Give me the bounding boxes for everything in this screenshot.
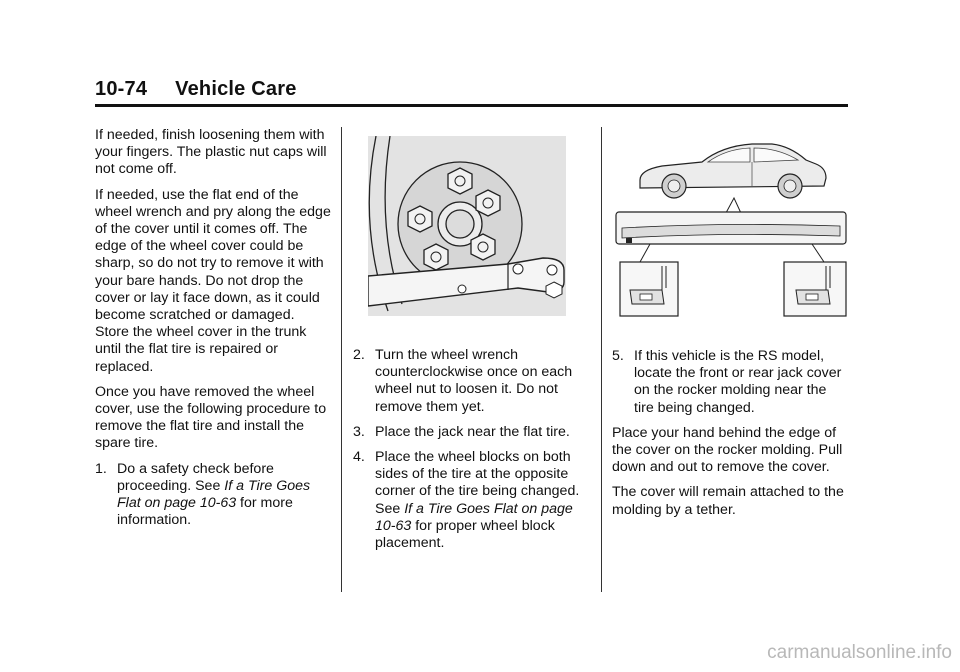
paragraph: Place your hand behind the edge of the cover on the rocker molding. Pull down and out to remove the cover.: [612, 424, 843, 476]
step-text: Turn the wheel wrench counterclockwise once on each wheel nut to loosen it. Do not remove them yet.: [375, 347, 573, 415]
step-number: 4.: [353, 449, 365, 466]
step-text: Do a safety check before proceeding. See: [117, 460, 274, 494]
column-divider-1: [341, 127, 342, 592]
step-3: [353, 424, 593, 441]
step-text: for proper wheel block placement.: [375, 517, 555, 552]
step-number: 1.: [95, 460, 107, 477]
watermark: carmanualsonline.info: [767, 642, 952, 663]
column-1: [95, 127, 331, 537]
header-rule: [95, 104, 848, 107]
step-2: [353, 347, 593, 416]
section-title: Vehicle Care: [175, 78, 297, 100]
step-text: Place the wheel blocks on both sides of the tire at the opposite corner of the tire being changed. See: [375, 449, 580, 517]
wheel-wrench-illustration: [368, 136, 566, 316]
page-number: 10-74: [95, 78, 148, 100]
step-text: for more information.: [117, 495, 293, 529]
step-number: 2.: [353, 347, 365, 363]
page-header: [95, 78, 297, 101]
step-number: 5.: [612, 348, 624, 364]
step-4: [353, 449, 593, 552]
step-text: If this vehicle is the RS model, locate the front or rear jack cover on the rocker molding near the tire being changed.: [634, 348, 842, 416]
column-3: [612, 348, 850, 527]
step-text: Place the jack near the flat tire.: [375, 423, 570, 440]
cross-reference-link[interactable]: If a Tire Goes Flat on page 10-63: [375, 500, 573, 534]
paragraph: If needed, use the flat end of the wheel wrench and pry along the edge of the cover until it comes off. The edge of the wheel cover could be sharp, so do not try to remove it with your bare hands. Do not drop the cover or lay it face down, as it could become scratched or damaged. Store the wheel cover in the trunk until the flat tire is repaired or replaced.: [95, 186, 331, 375]
paragraph: Once you have removed the wheel cover, use the following procedure to remove the flat tire and install the spare tire.: [95, 383, 327, 452]
column-2: [353, 347, 593, 560]
step-number: 3.: [353, 423, 365, 440]
paragraph: The cover will remain attached to the molding by a tether.: [612, 484, 844, 518]
step-5: [612, 348, 850, 417]
paragraph: If needed, finish loosening them with your fingers. The plastic nut caps will not come off.: [95, 127, 327, 178]
column-divider-2: [601, 127, 602, 592]
step-1: [95, 461, 331, 530]
cross-reference-link[interactable]: If a Tire Goes Flat on page 10-63: [117, 477, 311, 512]
rocker-molding-jack-cover-illustration: [612, 132, 850, 318]
